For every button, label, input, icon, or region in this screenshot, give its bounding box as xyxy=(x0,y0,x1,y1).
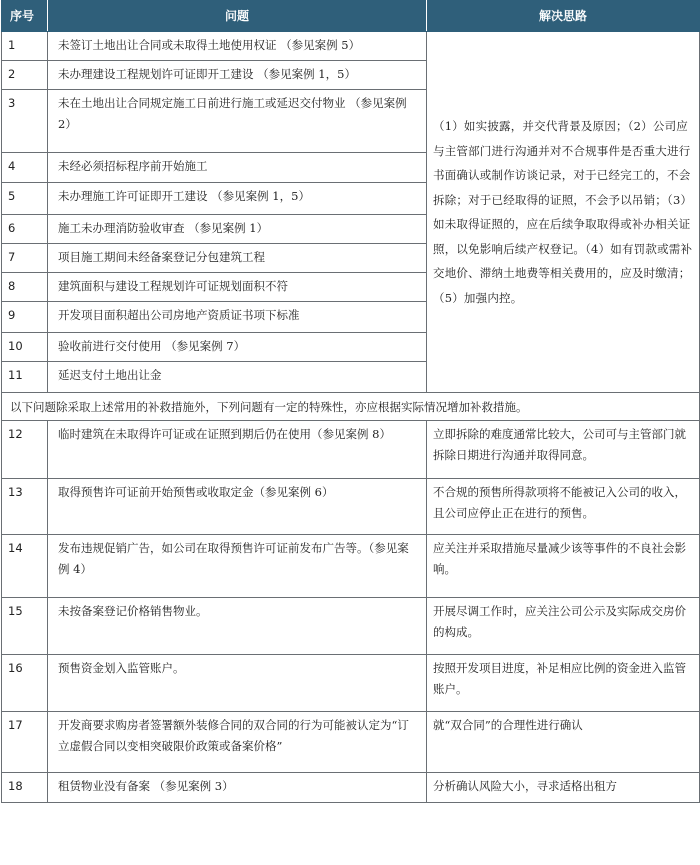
row-number: 7 xyxy=(2,244,48,273)
row-problem: 租赁物业没有备案 （参见案例 3） xyxy=(48,773,427,803)
row-problem: 未在土地出让合同规定施工日前进行施工或延迟交付物业 （参见案例 2） xyxy=(48,90,427,153)
row-solution: 立即拆除的难度通常比较大，公司可与主管部门就拆除日期进行沟通并取得同意。 xyxy=(427,421,700,479)
row-number: 2 xyxy=(2,61,48,90)
row-number: 6 xyxy=(2,215,48,244)
table-row xyxy=(2,598,700,655)
row-number: 4 xyxy=(2,153,48,183)
row-number: 16 xyxy=(2,655,48,712)
issues-table xyxy=(1,0,700,803)
row-number: 8 xyxy=(2,273,48,302)
table-row xyxy=(2,32,700,61)
row-solution: 分析确认风险大小，寻求适格出租方 xyxy=(427,773,700,803)
row-problem: 未经必须招标程序前开始施工 xyxy=(48,153,427,183)
note-row xyxy=(2,393,700,421)
row-number: 13 xyxy=(2,479,48,535)
row-number: 10 xyxy=(2,333,48,362)
row-problem: 项目施工期间未经备案登记分包建筑工程 xyxy=(48,244,427,273)
row-solution: 按照开发项目进度，补足相应比例的资金进入监管账户。 xyxy=(427,655,700,712)
row-number: 15 xyxy=(2,598,48,655)
row-solution: 开展尽调工作时，应关注公司公示及实际成交房价的构成。 xyxy=(427,598,700,655)
table-row xyxy=(2,655,700,712)
row-problem: 开发项目面积超出公司房地产资质证书项下标准 xyxy=(48,302,427,333)
row-problem: 临时建筑在未取得许可证或在证照到期后仍在使用（参见案例 8） xyxy=(48,421,427,479)
row-number: 14 xyxy=(2,535,48,598)
row-problem: 未办理建设工程规划许可证即开工建设 （参见案例 1，5） xyxy=(48,61,427,90)
row-number: 3 xyxy=(2,90,48,153)
table-row xyxy=(2,535,700,598)
header-solution: 解决思路 xyxy=(427,1,700,32)
table-row xyxy=(2,479,700,535)
row-problem: 取得预售许可证前开始预售或收取定金（参见案例 6） xyxy=(48,479,427,535)
table-row xyxy=(2,421,700,479)
special-note: 以下问题除采取上述常用的补救措施外，下列问题有一定的特殊性，亦应根据实际情况增加补救措施。 xyxy=(2,393,700,421)
row-number: 12 xyxy=(2,421,48,479)
table-row xyxy=(2,773,700,803)
table-row xyxy=(2,712,700,773)
row-problem: 验收前进行交付使用 （参见案例 7） xyxy=(48,333,427,362)
row-problem: 施工未办理消防验收审查 （参见案例 1） xyxy=(48,215,427,244)
row-number: 17 xyxy=(2,712,48,773)
row-problem: 未按备案登记价格销售物业。 xyxy=(48,598,427,655)
row-problem: 预售资金划入监管账户。 xyxy=(48,655,427,712)
row-problem: 发布违规促销广告，如公司在取得预售许可证前发布广告等。（参见案例 4） xyxy=(48,535,427,598)
header-problem: 问题 xyxy=(48,1,427,32)
row-problem: 建筑面积与建设工程规划许可证规划面积不符 xyxy=(48,273,427,302)
row-number: 9 xyxy=(2,302,48,333)
row-solution: 不合规的预售所得款项将不能被记入公司的收入，且公司应停止正在进行的预售。 xyxy=(427,479,700,535)
row-problem: 未签订土地出让合同或未取得土地使用权证 （参见案例 5） xyxy=(48,32,427,61)
row-number: 5 xyxy=(2,183,48,215)
row-solution: 应关注并采取措施尽量减少该等事件的不良社会影响。 xyxy=(427,535,700,598)
row-problem: 延迟支付土地出让金 xyxy=(48,362,427,393)
row-solution: 就“双合同”的合理性进行确认 xyxy=(427,712,700,773)
row-number: 18 xyxy=(2,773,48,803)
row-number: 1 xyxy=(2,32,48,61)
row-problem: 未办理施工许可证即开工建设 （参见案例 1，5） xyxy=(48,183,427,215)
table-header-row xyxy=(2,1,700,32)
header-index: 序号 xyxy=(2,1,48,32)
row-problem: 开发商要求购房者签署额外装修合同的双合同的行为可能被认定为“订立虚假合同以变相突破限价政策或备案价格” xyxy=(48,712,427,773)
common-solution: （1）如实披露，并交代背景及原因；（2）公司应与主管部门进行沟通并对不合规事件是否重大进行书面确认或制作访谈记录，对于已经完工的，不会拆除；对于已经取得的证照，不会予以吊销；（3）如未取得证照的，应在后续争取取得或补办相关证照，以免影响后续产权登记。（4）如有罚款或需补交地价、滞纳土地费等相关费用的，应及时缴清；（5）加强内控。 xyxy=(427,32,700,393)
row-number: 11 xyxy=(2,362,48,393)
